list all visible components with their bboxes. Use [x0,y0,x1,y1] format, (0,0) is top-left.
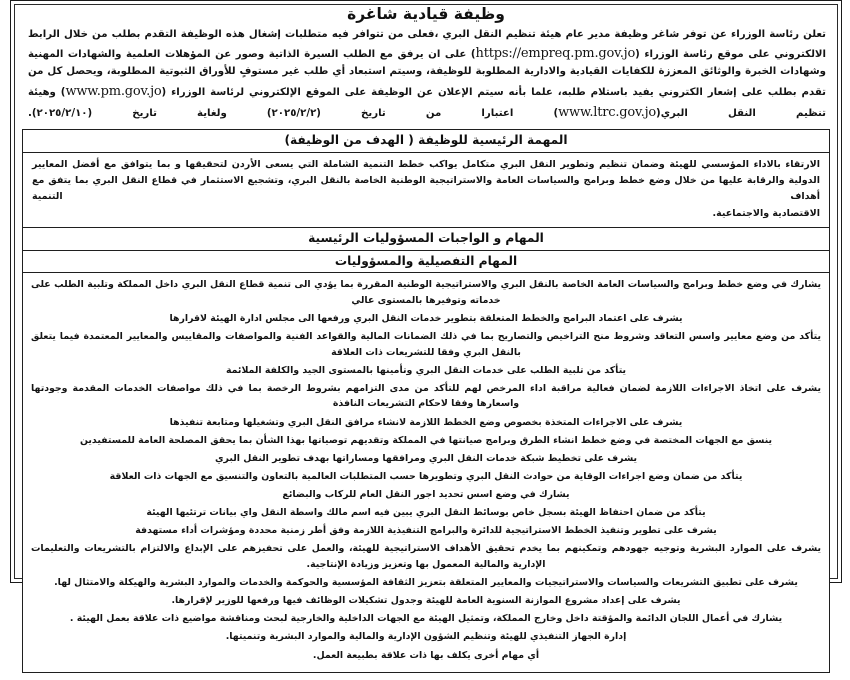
list-item: يشرف على اتخاذ الاجراءات اللازمة لضمان فعالية مراقبة اداء المرخص لهم للتأكد من مدى التزامهم بشروط الرخصة بما في ذلك مواصفات الخدمات المقدمة وجودتها واسعارها وفقا لاحكام التشريعات النافذة [31,382,821,410]
date-to: ٢٠٢٥/٢/١٠ [36,107,88,119]
list-item: يشرف على تطوير وتنفيذ الخطط الاستراتيجية للدائرة والبرامج التنفيذية اللازمة وفق أطر زمنية محددة ومؤشرات أداء مستهدفة [135,525,717,537]
job-purpose-text-tail: الاقتصادية والاجتماعية. [712,207,820,219]
job-purpose-section [22,129,830,228]
list-item: ينسق مع الجهات المختصة في وضع خطط انشاء الطرق وبرامج صيانتها في المملكة وتقديهم توصياتها بهذا الشأن بما يحقق المصلحة العامة للمستفيدين [79,434,773,446]
ltrc-website-url[interactable]: www.ltrc.gov.jo [558,104,657,120]
pm-website-url[interactable]: www.pm.gov.jo [65,83,162,99]
document-content [16,2,836,661]
intro-part-1: تعلن رئاسة الوزراء عن توفر شاغر وظيفة مدير عام هيئة تنظيم النقل البري ،فعلى من تتوافر فيه متطلبات إشغال هذه الوظيفة التقدم بطلب من خلال الرابط الالكتروني على موقع رئاسة الوزراء ( [28,28,826,61]
job-purpose-body [23,153,829,227]
intro-part-6: ). [28,107,37,119]
job-purpose-text: الارتقاء بالاداء المؤسسي للهيئة وضمان تنظيم وتطوير النقل البري متكامل يواكب خطط التنمية الشاملة التي يسعى الأردن لتحقيقها و بما يتوافق مع أفضل المعايير الدولية والرقابة عليها من خلال وضع خطط وبرامج والسياسات العامة والاستراتيجية الوطنية الخاصة بالنقل البري، وتشجيع الاستثمار في قطاع النقل البري بما يتفق مع أهداف التنمية [32,158,820,203]
duties-section [22,227,830,673]
application-portal-url[interactable]: https://empreq.pm.gov.jo [475,46,636,62]
list-item: إدارة الجهاز التنفيذي للهيئة وتنظيم الشؤون الإدارية والمالية والموارد البشرية وتنميتها. [225,631,627,643]
list-item: يتأكد من ضمان وضع اجراءات الوقاية من حوادث النقل البري وتطويرها حسب المتطلبات العالمية بالتعاون والتنسيق مع الجهات ذات العلاقة [109,470,743,482]
list-item: أي مهام أخرى يكلف بها ذات علاقة بطبيعة العمل. [312,649,540,661]
list-item: يشرف على إعداد مشروع الموازنة السنوية العامة للهيئة وجدول تشكيلات الوظائف فيها ورفعها للوزير لإقرارها. [171,595,681,607]
list-item: يشارك في أعمال اللجان الدائمة والمؤقتة داخل وخارج المملكة، وتمثيل الهيئة مع الجهات الداخلية والخارجية لبحث ومناقشة مواضيع ذات علاقة بعمل الهيئة . [69,613,783,625]
intro-part-2: ) على ان يرفق مع الطلب السيرة الذاتية وصور عن المؤهلات العلمية والشهادات المهنية وشهادات الخبرة والوثائق المعززة للكفايات القيادية والادارية المطلوبة للوظيفة، وسيتم استبعاد أي طلب غير مستوفٍ للأوراق الثبوتية المطلوبة، ويحصل كل من تقدم بطلب على إشعار الكتروني يفيد باستلام طلبه، علما بأنه سيتم الإعلان عن الوظيفة على الموقع الإلكتروني لرئاسة الوزراء ( [28,49,826,98]
list-item: يشارك في وضع خطط وبرامج والسياسات العامة الخاصة بالنقل البري والاستراتيجية الوطنية المقررة بما يؤدي الى تنمية قطاع النقل البري داخل المملكة وتلبية الطلب على خدماته وتوفيرها بالمستوى عالي [31,279,821,306]
list-item: يشارك في وضع اسس تحديد اجور النقل العام للركاب والبضائع [282,489,570,501]
list-item: يشرف على تطبيق التشريعات والسياسات والاستراتيجيات والمعايير المتعلقة بتعزيز الثقافة المؤسسية والحوكمة والخدمات والموارد البشرية والهيكلة والامتثال لها. [54,577,798,589]
page-title: وظيفة قيادية شاغرة [347,5,505,23]
intro-part-5: ) ولغاية تاريخ ( [87,107,272,119]
list-item: يشرف على الاجراءات المتخذة بخصوص وضع الخطط اللازمة لانشاء مرافق النقل البري وتشغيلها ومتابعة تنفيذها [169,416,683,428]
list-item: يشرف على تخطيط شبكة خدمات النقل البري ومرافقها ومساراتها بهدف تطوير النقل البري [214,452,638,464]
intro-part-3: ) وهيئة تنظيم النقل البري( [28,86,827,119]
job-purpose-heading: المهمة الرئيسية للوظيفة ( الهدف من الوظيفة) [23,130,829,153]
bottom-spacer [22,672,830,680]
list-item: يتأكد من تلبية الطلب على خدمات النقل البري وتأمينها بالمستوى الجيد والكلفة الملائمة [225,364,627,376]
list-item: يتأكد من وضع معايير واسس التعاقد وشروط منح التراخيص والتصاريح بما في ذلك الضمانات المالية والقواعد الفنية والمواصفات والمقاييس والمعايير المعتمدة فيما يتعلق بالنقل البري وفقا للتشريعات ذات العلاقة [31,331,821,358]
intro-part-4: ) اعتبارا من تاريخ ( [316,107,559,119]
list-item: يشرف على الموارد البشرية وتوجيه جهودهم وتمكينهم بما يخدم تحقيق الأهداف الاستراتيجية للهيئة، والعمل على تحفيزهم على الإبداع والالتزام بالتشريعات والتعليمات الإدارية والمالية المعمول بها وتعزيز وزيادة الإنتاجية. [31,543,821,570]
list-item: يشرف على اعتماد البرامج والخطط المتعلقة بتطوير خدمات النقل البري ورفعها الى مجلس ادارة الهيئة لاقرارها [169,312,683,324]
detailed-duties-heading: المهام التفصيلية والمسؤوليات [23,251,829,274]
date-from: ٢٠٢٥/٢/٢ [271,107,317,119]
intro-paragraph [22,27,830,123]
list-item: يتأكد من ضمان احتفاظ الهيئة بسجل خاص بوسائط النقل البري يبين فيه اسم مالك واسطة النقل واي بيانات ترتئيها الهيئة [146,507,706,519]
duties-heading: المهام و الواجبات المسؤوليات الرئيسية [23,228,829,251]
duties-list [23,273,829,671]
